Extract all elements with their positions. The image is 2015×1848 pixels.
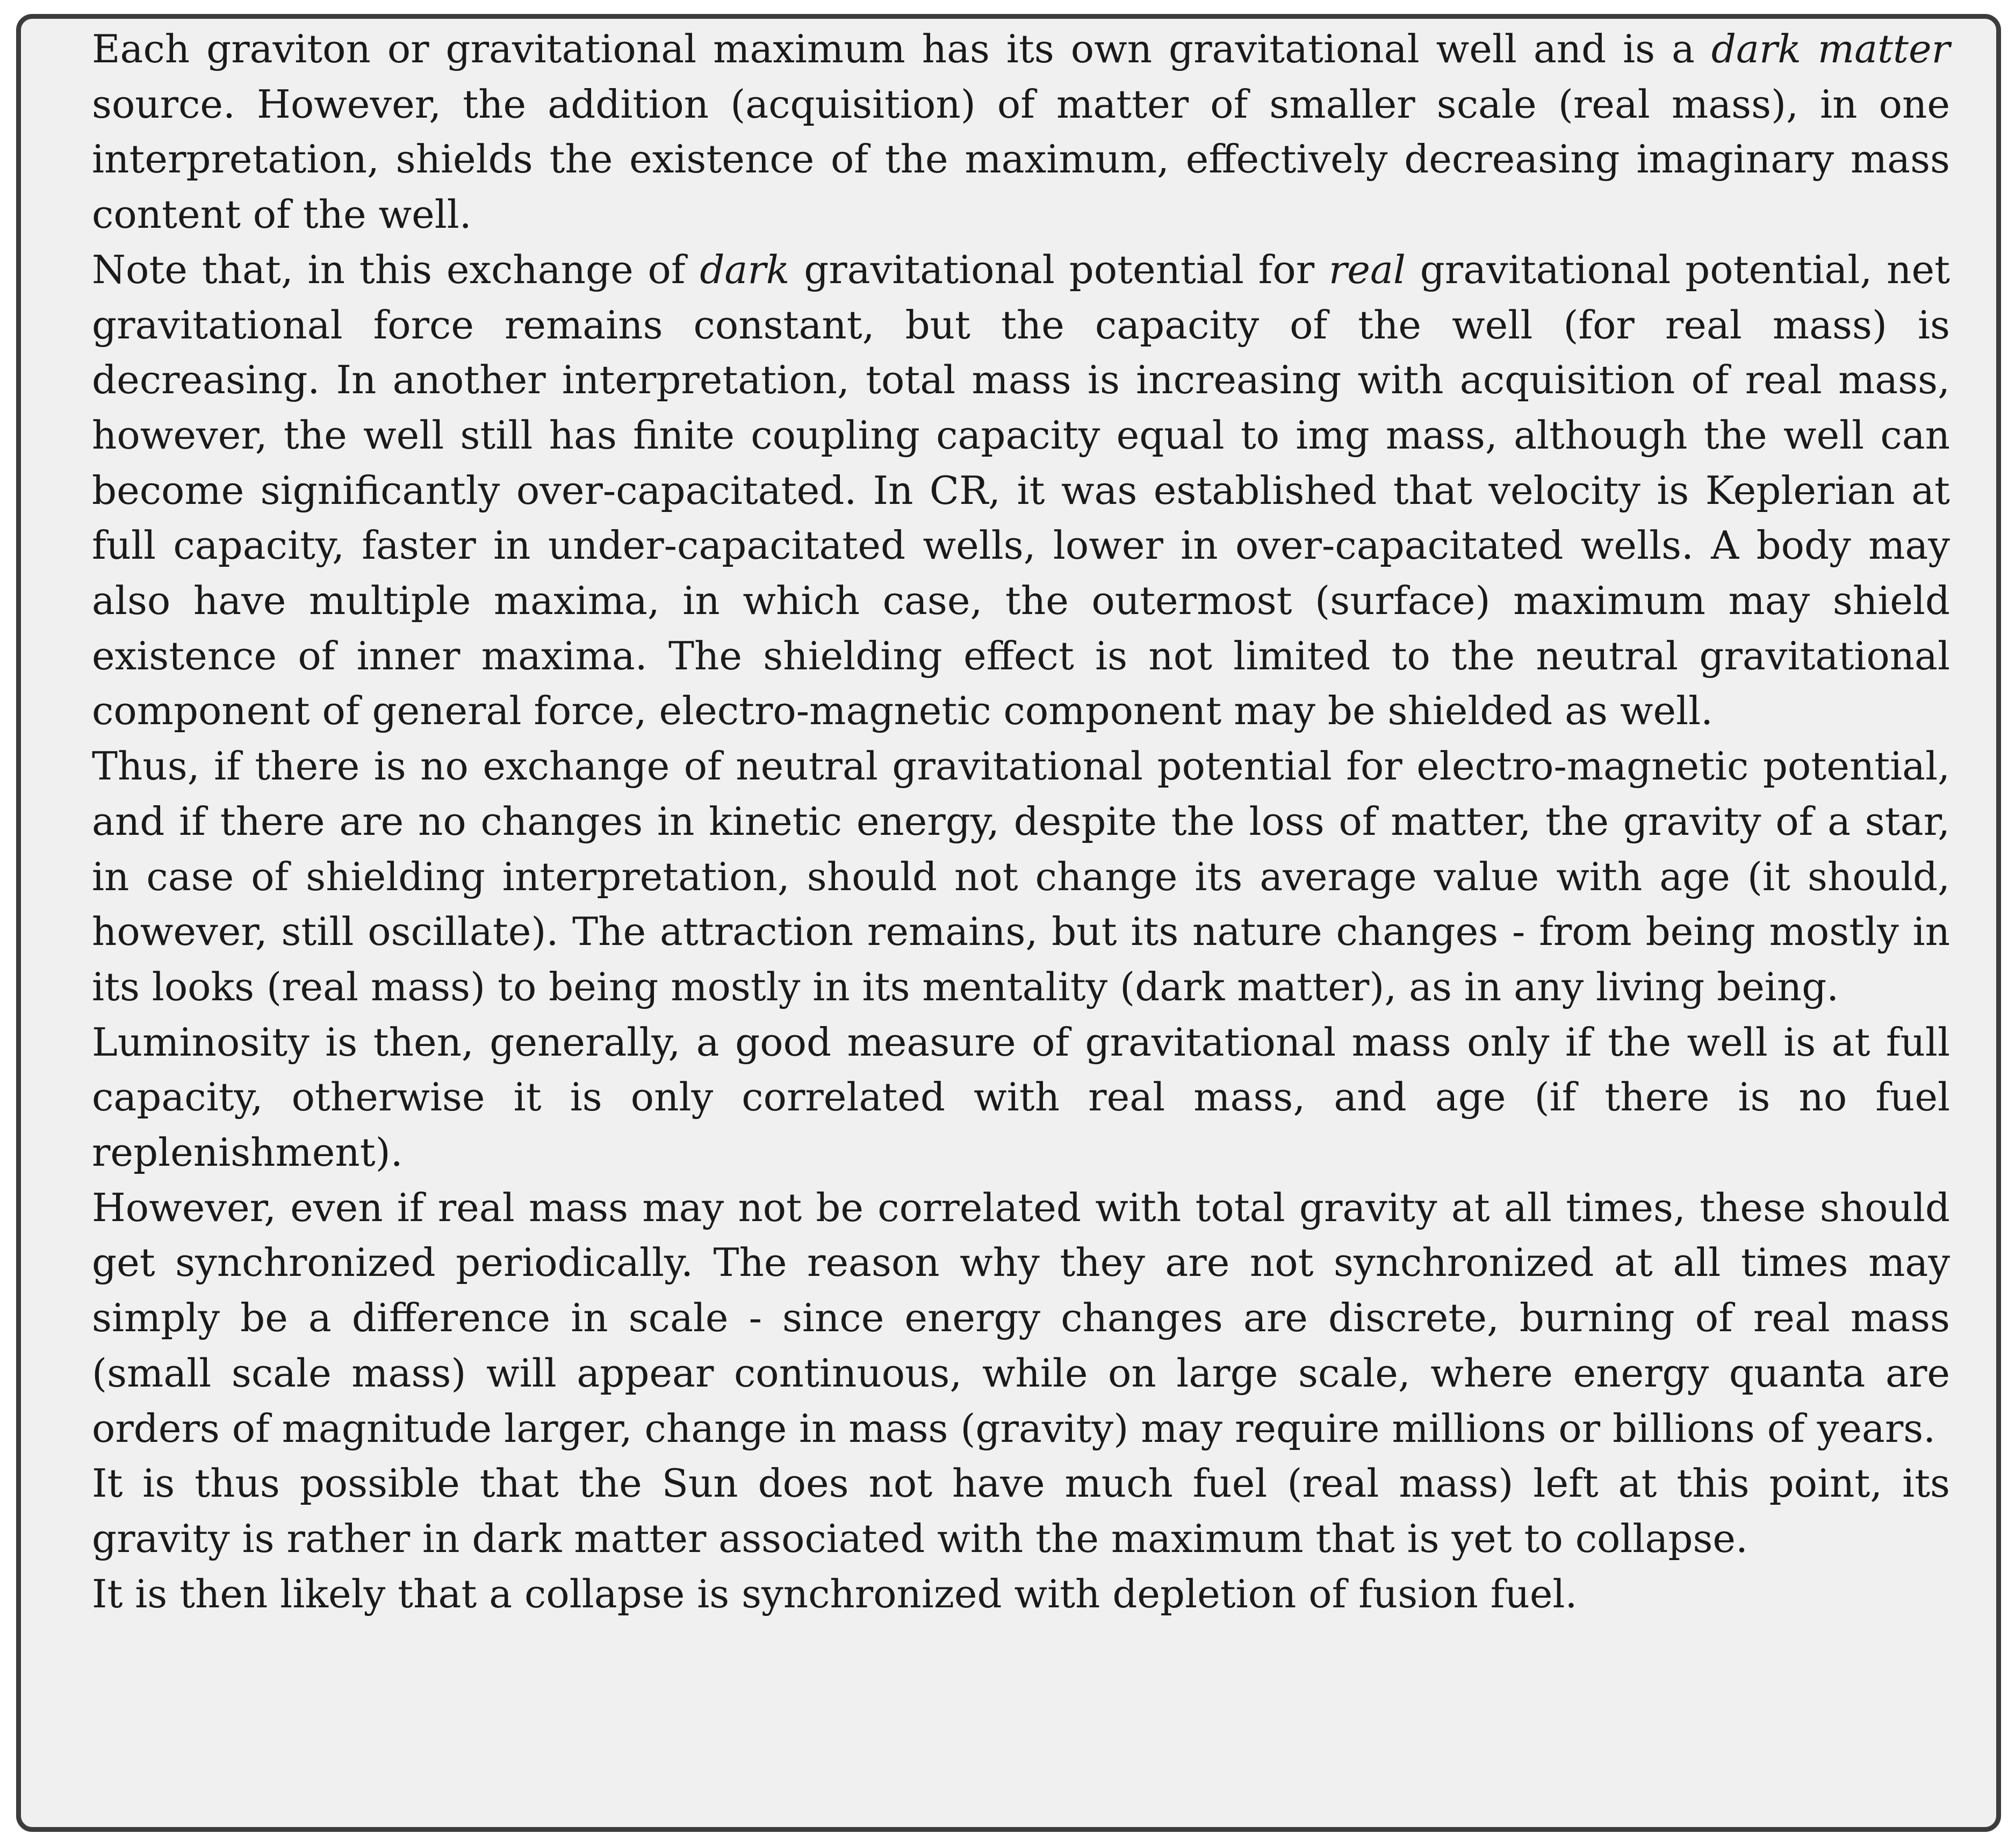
document-body [92, 21, 1950, 1621]
text-run: However, even if real mass may not be correlated with total gravity at all times, these should get synchronized periodically. The reason why they are not synchronized at all times may simply be a difference in scale - since energy changes are discrete, burning of real mass (small scale mass) will appear continuous, while on large scale, where energy quanta are orders of magnitude larger, change in mass (gravity) may require millions or billions of years. [92, 1185, 1950, 1451]
text-run: Each graviton or gravitational maximum has its own gravitational well and is a [92, 26, 1711, 71]
italic-run: dark matter [1711, 26, 1951, 71]
text-run: Note that, in this exchange of [92, 247, 700, 292]
paragraph-1 [92, 21, 1950, 242]
text-run: It is then likely that a collapse is synchronized with depletion of fusion fuel. [92, 1571, 1578, 1616]
paragraph-5 [92, 1180, 1950, 1456]
paragraph-2 [92, 242, 1950, 739]
text-run: Thus, if there is no exchange of neutral gravitational potential for electro-magnetic potential, and if there are no changes in kinetic energy, despite the loss of matter, the gravity of a star, in case of shielding interpretation, should not change its average value with age (it should, however, still oscillate). The attraction remains, but its nature changes - from being mostly in its looks (real mass) to being mostly in its mentality (dark matter), as in any living being. [92, 743, 1950, 1009]
italic-run: dark [700, 247, 790, 292]
paragraph-3 [92, 739, 1950, 1015]
text-run: gravitational potential for [789, 247, 1329, 292]
italic-run: real [1328, 247, 1406, 292]
paragraph-7 [92, 1567, 1950, 1622]
text-run: gravitational potential, net gravitational force remains constant, but the capacity of the well (for real mass) is decreasing. In another interpretation, total mass is increasing with acquisition of real mass, however, the well still has finite coupling capacity equal to img mass, although the well can become significantly over-capacitated. In CR, it was established that velocity is Keplerian at full capacity, faster in under-capacitated wells, lower in over-capacitated wells. A body may also have multiple maxima, in which case, the outermost (surface) maximum may shield existence of inner maxima. The shielding effect is not limited to the neutral gravitational component of general force, electro-magnetic component may be shielded as well. [92, 247, 1951, 734]
text-run: source. However, the addition (acquisition) of matter of smaller scale (real mass), in one interpretation, shields the existence of the maximum, effectively decreasing imaginary mass content of the well. [92, 81, 1950, 237]
text-run: Luminosity is then, generally, a good measure of gravitational mass only if the well is at full capacity, otherwise it is only correlated with real mass, and age (if there is no fuel replenishment). [92, 1019, 1950, 1175]
text-run: It is thus possible that the Sun does not have much fuel (real mass) left at this point, its gravity is rather in dark matter associated with the maximum that is yet to collapse. [92, 1461, 1950, 1561]
text-box [16, 14, 2001, 1832]
paragraph-4 [92, 1015, 1950, 1180]
paragraph-6 [92, 1456, 1950, 1566]
